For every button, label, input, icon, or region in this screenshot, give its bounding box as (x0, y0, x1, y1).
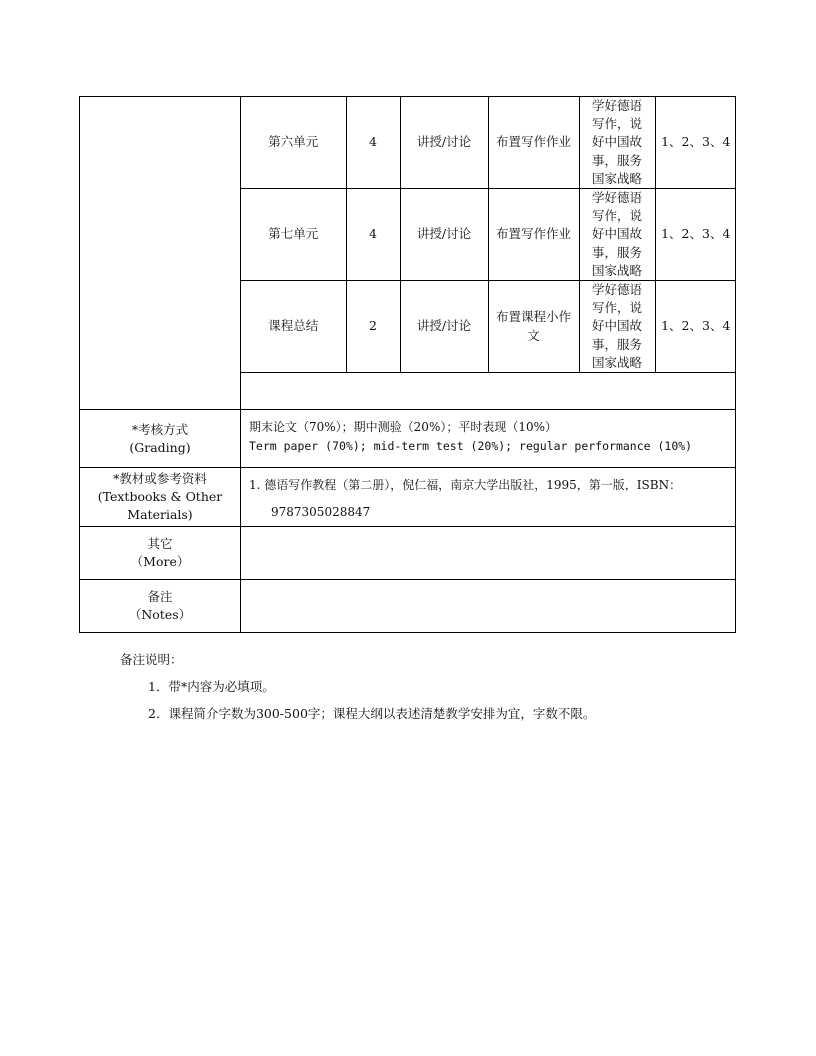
unit-cell: 第七单元 (241, 189, 346, 281)
ideology-cell: 学好德语写作，说好中国故事，服务国家战略 (579, 189, 655, 281)
more-value (241, 527, 736, 580)
more-row (80, 527, 736, 580)
hours-cell: 2 (346, 281, 400, 373)
schedule-row (80, 97, 736, 410)
grading-row (80, 410, 736, 468)
schedule-table (241, 97, 736, 409)
notes-value (241, 580, 736, 633)
unit-cell: 课程总结 (241, 281, 346, 373)
table-row (241, 97, 736, 189)
empty-row (241, 373, 736, 410)
grading-label: *考核方式 (Grading) (80, 410, 241, 468)
grading-text-cn: 期末论文（70%）；期中测验（20%）；平时表现（10%） (249, 420, 558, 435)
textbooks-value (241, 468, 736, 527)
table-row (241, 281, 736, 373)
schedule-cell (241, 97, 736, 410)
objectives-cell: 1、2、3、4 (655, 97, 736, 189)
table-row (241, 189, 736, 281)
notes-row (80, 580, 736, 633)
ideology-cell: 学好德语写作，说好中国故事，服务国家战略 (579, 97, 655, 189)
textbooks-label: *教材或参考资料 (Textbooks & Other Materials) (80, 468, 241, 527)
assignment-cell: 布置写作作业 (488, 97, 579, 189)
hours-cell: 4 (346, 189, 400, 281)
schedule-label-cell (80, 97, 241, 410)
method-cell: 讲授/讨论 (400, 281, 488, 373)
footnote-item: 2．课程简介字数为300-500字；课程大纲以表述清楚教学安排为宜，字数不限。 (148, 706, 596, 721)
assignment-cell: 布置课程小作文 (488, 281, 579, 373)
course-outline-table (79, 96, 736, 633)
textbooks-row (80, 468, 736, 527)
footnote-title: 备注说明： (120, 652, 183, 667)
grading-text-en: Term paper (70%); mid-term test (20%); regular performance (10%) (249, 439, 693, 454)
hours-cell: 4 (346, 97, 400, 189)
ideology-cell: 学好德语写作，说好中国故事，服务国家战略 (579, 281, 655, 373)
more-label: 其它 （More） (80, 527, 241, 580)
textbook-item: 1. 德语写作教程（第二册），倪仁福，南京大学出版社，1995，第一版，ISBN： (249, 478, 682, 493)
footnote-section (120, 646, 595, 727)
assignment-cell: 布置写作作业 (488, 189, 579, 281)
unit-cell: 第六单元 (241, 97, 346, 189)
method-cell: 讲授/讨论 (400, 189, 488, 281)
textbook-isbn: 9787305028847 (271, 505, 371, 520)
objectives-cell: 1、2、3、4 (655, 281, 736, 373)
footnote-item: 1．带*内容为必填项。 (148, 679, 275, 694)
notes-label: 备注 （Notes） (80, 580, 241, 633)
grading-value (241, 410, 736, 468)
objectives-cell: 1、2、3、4 (655, 189, 736, 281)
method-cell: 讲授/讨论 (400, 97, 488, 189)
